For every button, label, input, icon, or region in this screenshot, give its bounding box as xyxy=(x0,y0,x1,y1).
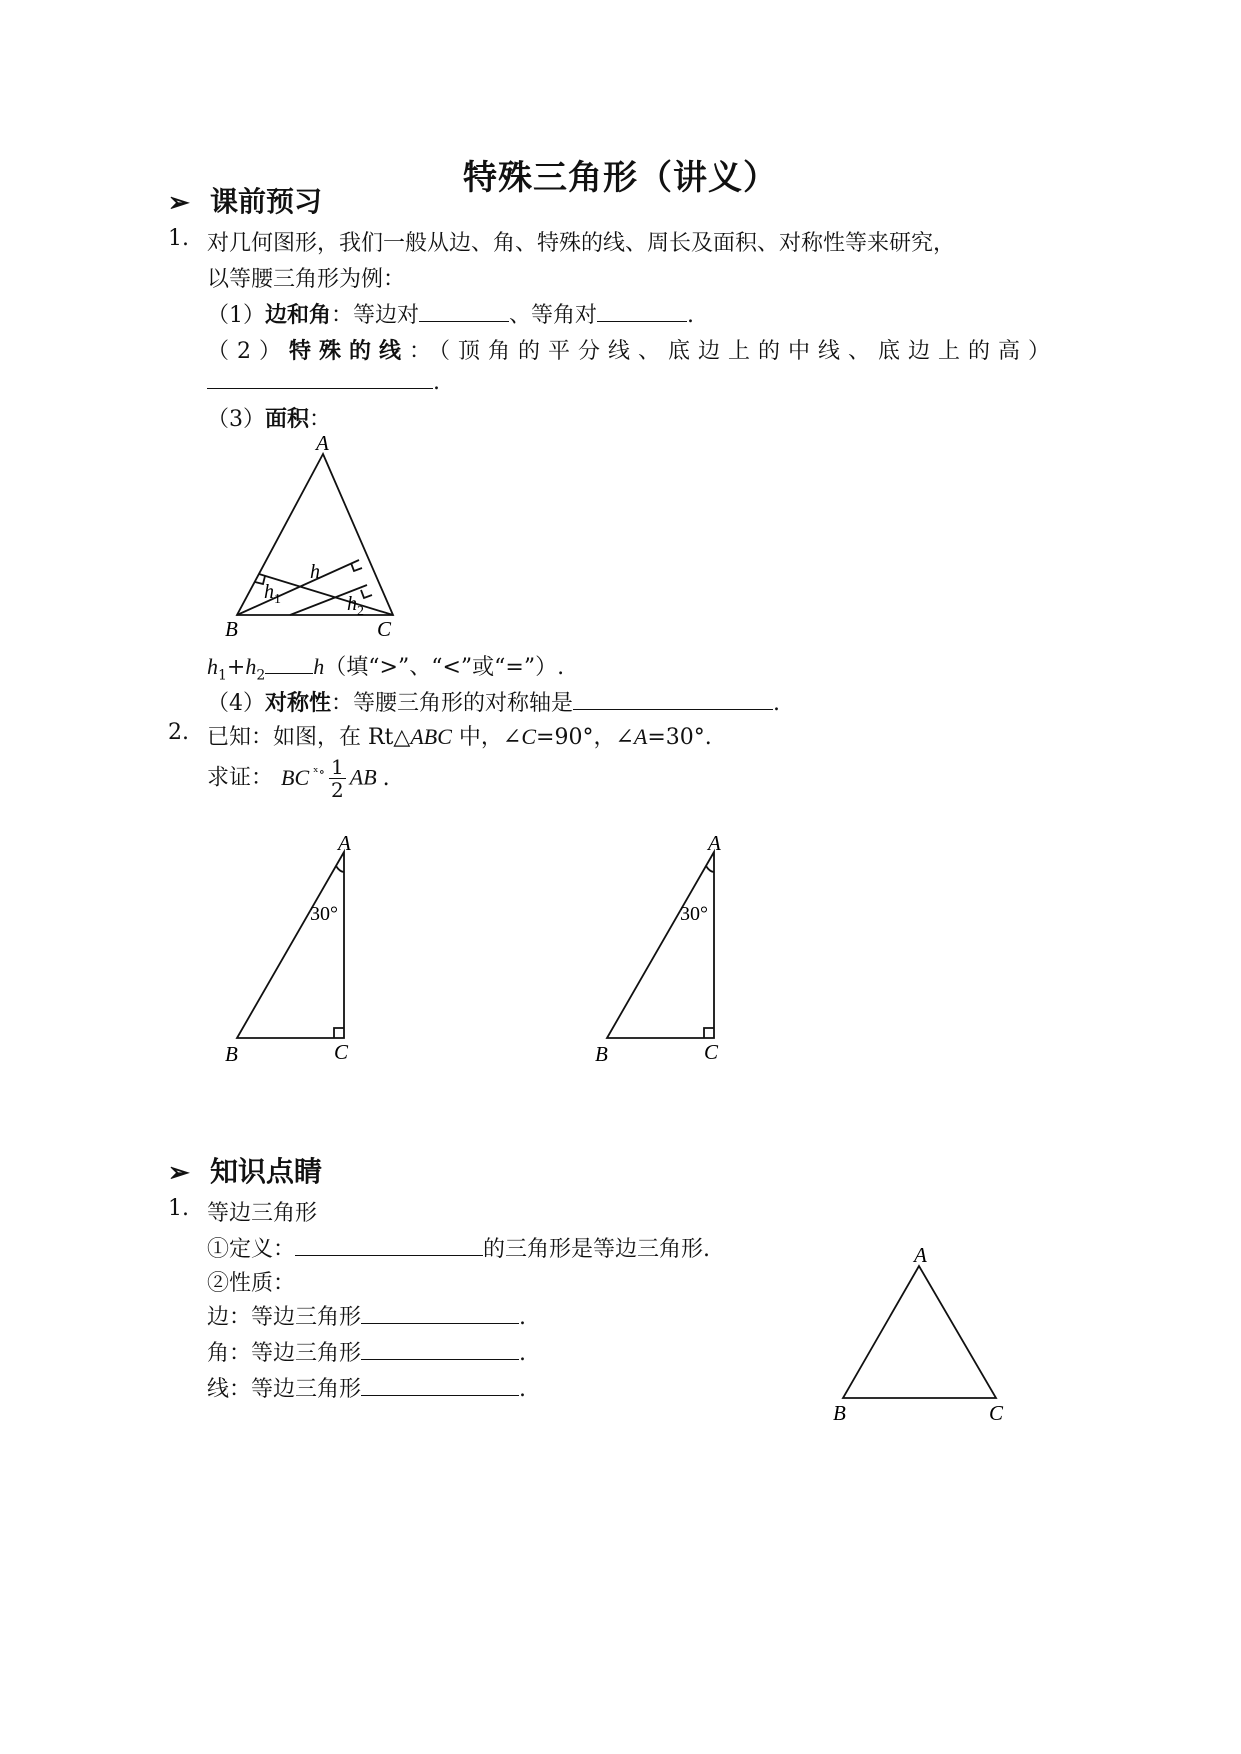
q1-compare: $h_1+h_2$ h（填“>”、“<”或“=”）. xyxy=(207,654,565,684)
label-a: A xyxy=(914,1243,927,1267)
page-title: 特殊三角形（讲义） xyxy=(463,158,778,198)
label-b: B xyxy=(833,1401,846,1425)
right-angle-mark xyxy=(704,1028,714,1038)
triangle-abc-shape xyxy=(843,1266,996,1398)
q1-part1: （1）边和角：等边对 、等角对 . xyxy=(207,302,695,328)
label-c: C xyxy=(377,617,392,641)
label-b: B xyxy=(225,1042,238,1066)
answer-blank[interactable] xyxy=(361,1375,519,1396)
right-triangle-figure-left xyxy=(220,830,380,1070)
equilateral-side: 边：等边三角形 . xyxy=(207,1305,527,1330)
question-number: 2. xyxy=(168,720,189,745)
label-a: A xyxy=(338,831,351,855)
q1-part3: （3）面积： xyxy=(207,406,332,432)
label-c: C xyxy=(989,1401,1004,1425)
label-b: B xyxy=(595,1042,608,1066)
label-h1: $h_1$ xyxy=(264,581,281,607)
q1-line1: 对几何图形，我们一般从边、角、特殊的线、周长及面积、对称性等来研究， xyxy=(207,231,956,256)
right-angle-mark xyxy=(351,563,362,571)
answer-blank[interactable] xyxy=(597,301,687,322)
equilateral-property-label: ②性质： xyxy=(207,1271,296,1296)
label-a: A xyxy=(316,431,329,455)
right-triangle-figure-right xyxy=(590,830,750,1070)
label-h: h xyxy=(310,561,320,583)
question-number: 1. xyxy=(168,1196,189,1221)
section-heading-knowledge: ➢ 知识点睛 xyxy=(168,1155,323,1188)
answer-blank[interactable] xyxy=(207,368,433,389)
q1-line2: 以等腰三角形为例： xyxy=(207,267,406,292)
answer-blank[interactable] xyxy=(265,653,313,674)
triangle-abc-shape xyxy=(237,852,344,1038)
equilateral-title: 等边三角形 xyxy=(207,1201,318,1226)
q2-prove: 求证： BC $^{ˣ\circ}$ $\frac{1}{2}$ AB . xyxy=(207,755,390,802)
section-heading-preview: ➢ 课前预习 xyxy=(168,185,323,218)
answer-blank[interactable] xyxy=(573,689,773,710)
right-angle-mark xyxy=(361,590,372,598)
answer-blank[interactable] xyxy=(361,1339,519,1360)
fraction-one-half: $\frac{1}{2}$ xyxy=(331,755,344,802)
arrow-bullet-icon: ➢ xyxy=(168,1158,190,1188)
question-number: 1. xyxy=(168,226,189,251)
answer-blank[interactable] xyxy=(295,1235,483,1256)
angle-arc-mark xyxy=(336,866,344,872)
right-angle-mark xyxy=(334,1028,344,1038)
label-a: A xyxy=(708,831,721,855)
label-h2: $h_2$ xyxy=(347,593,364,619)
angle-label: 30° xyxy=(310,903,338,925)
equilateral-triangle-figure xyxy=(825,1240,1015,1425)
arrow-bullet-icon: ➢ xyxy=(168,188,190,218)
triangle-abc-shape xyxy=(607,852,714,1038)
q1-part2: （2）特殊的线：（顶角的平分线、底边上的中线、底边上的高） xyxy=(207,338,1059,364)
label-c: C xyxy=(334,1040,349,1064)
equilateral-angle: 角：等边三角形 . xyxy=(207,1341,527,1366)
equilateral-line: 线：等边三角形 . xyxy=(207,1377,527,1402)
q2-given: 已知：如图，在 Rt△ABC 中，∠C=90°，∠A=30°. xyxy=(207,724,712,750)
answer-blank[interactable] xyxy=(419,301,509,322)
label-c: C xyxy=(704,1040,719,1064)
height-h-line xyxy=(237,560,359,615)
isosceles-triangle-figure xyxy=(215,430,415,645)
q1-part2-answer: . xyxy=(207,368,440,395)
q1-part4: （4）对称性：等腰三角形的对称轴是 . xyxy=(207,690,781,716)
equilateral-definition: ①定义： 的三角形是等边三角形. xyxy=(207,1237,711,1262)
answer-blank[interactable] xyxy=(361,1303,519,1324)
angle-arc-mark xyxy=(706,866,714,872)
label-b: B xyxy=(225,617,238,641)
angle-label: 30° xyxy=(680,903,708,925)
